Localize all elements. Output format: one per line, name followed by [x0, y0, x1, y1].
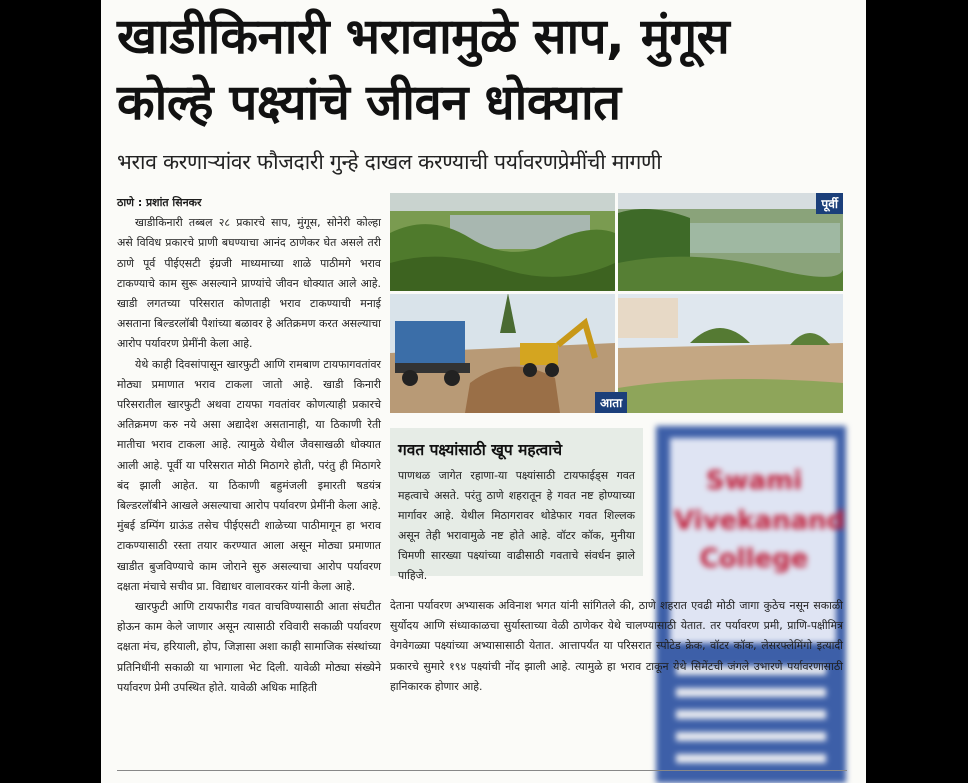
sidebar-box — [390, 428, 643, 582]
headline — [117, 4, 857, 136]
subheadline: भराव करणाऱ्यांवर फौजदारी गुन्हे दाखल करण्याची पर्यावरणप्रेमींची मागणी — [117, 150, 662, 174]
paragraph: खाडीकिनारी तब्बल २८ प्रकारचे साप, मुंगूस, सोनेरी कोल्हा असे विविध प्रकारचे प्राणी बघण्याचा आनंद ठाणेकर घेत असले तरी ठाणे पूर्व पीईएसटी इंग्रजी माध्यमाच्या शाळे पाठीमगे भराव टाकण्याचे काम सुरू असल्याने प्राण्यांचे जीवन धोक्यात आले आहे. खाडी लगतच्या परिसरात कोणताही भराव टाकण्याची मनाई असताना बिल्डरलॉबी पैशांच्या बळावर हे अतिक्रमण करत असल्याचा आरोप पर्यावरण प्रेमींनी केला आहे. — [117, 216, 381, 351]
ad-row — [676, 754, 826, 763]
paragraph: येथे काही दिवसांपासून खारफुटी आणि रामबाण टायफागवतांवर मोठ्या प्रमाणात भराव टाकला जातो आहे. खाडी किनारी परिसरातील खारफुटी अथवा टायफा गवतांवर कोणत्याही प्रकारचे अतिक्रमण करु नये असा अद्यादेश असतानाही, या ठिकाणी रेती मातीचा भराव टाकला आहे. त्यामुळे येथील जैवसाखळी धोक्यात आली आहे. पूर्वी या परिसरात मोठी मिठागरे होती, परंतु ही मिठागरे बंद झाली आहेत. या ठिकाणी बहुमंजली इमारती षडयंत्र बिल्डरलॉबीने आखले असल्याचा आरोप पर्यावरण प्रेमींनी केला आहे. मुंबई डम्पिंग ग्राऊंड तसेच पीईएसटी शाळेच्या पाठीमागून हा भराव टाकण्यासाठी रस्ता तयार करण्यात आला असून मोठ्या प्रमाणात खाडीत बुजविण्याचे काम जोराने सुरु असल्याचा आरोप पर्यावरण दक्षता मंचाचे सचीव प्रा. विद्याधर वालावरकर यांनी केला आहे. — [117, 357, 381, 593]
photo-tag-before: पूर्वी — [816, 193, 843, 214]
article-left-column — [117, 193, 381, 698]
ad-text-line-2: Vivekanand — [674, 506, 846, 536]
photo-tag-now: आता — [595, 392, 627, 413]
ad-text-line-3: College — [699, 544, 809, 574]
box-text: पाणथळ जागेत रहाणा-या पक्ष्यांसाठी टायफाईड्स गवत महत्वाचे असते. परंतु ठाणे शहरातून हे गवत नष्ट होण्याच्या मार्गावर आहे. येथील मिठागरावर थोडेफार गवत शिल्लक असून तेही भरावामुळे नष्ट होते आहे. वॉटर कॉक, मुनीया चिमणी सारख्या पक्ष्यांच्या वाढीसाठी गवताचे संवर्धन झाले पाहिजे. — [398, 469, 635, 582]
ad-row — [676, 710, 826, 719]
before-after-photo — [390, 193, 843, 413]
byline: ठाणे : प्रशांत सिनकर — [117, 196, 202, 209]
ad-text-line-1: Swami — [705, 466, 803, 496]
ad-row — [676, 732, 826, 741]
paragraph: खारफुटी आणि टायफारीड गवत वाचविण्यासाठी आता संघटीत होऊन काम केले जाणार असून त्यासाठी रविवारी सकाळी पर्यावरण दक्षता मंच, हरियाली, होप, जिज्ञासा अशा काही सामाजिक संस्थांच्या प्रतिनिधींनी सकाळी या भागाला भेट दिली. यावेळी मोठ्या संख्येने पर्यावरण प्रेमी उपस्थित होते. यावेळी अधिक माहिती — [117, 600, 381, 694]
article-right-column: देताना पर्यावरण अभ्यासक अविनाश भगत यांनी सांगितले की, ठाणे शहरात एवढी मोठी जागा कुठेच नसून सकाळी सुर्योदय आणि संध्याकाळचा सुर्यास्ताच्या वेळी ठाणेकर येथे चालण्यासाठी येतात. तर पर्यावरण प्रमी, प्राणि-पक्षीमित्र वेगवेगळ्या पक्ष्यांच्या अभ्यासासाठी येतात. आत्तापर्यंत या परिसरात स्पोटेड क्रेक, वॉटर कॉक, लेसरफ्लेमिंगो इत्यादी प्रकारचे सुमारे १९४ पक्ष्यांची नोंद झाली आहे. त्यामुळे हा भराव टाकून येथे सिमेंटची जंगले उभारणे पर्यावरणासाठी हानिकारक होणार आहे. — [390, 599, 843, 693]
headline-line-1: खाडीकिनारी भरावामुळे साप, मुंगूस — [117, 8, 730, 65]
headline-line-2: कोल्हे पक्ष्यांचे जीवन धोक्यात — [117, 74, 621, 131]
box-title: गवत पक्ष्यांसाठी खूप महत्वाचे — [398, 441, 563, 459]
newspaper-page — [101, 0, 866, 783]
photo-collage — [390, 193, 843, 413]
bottom-rule — [117, 770, 847, 771]
